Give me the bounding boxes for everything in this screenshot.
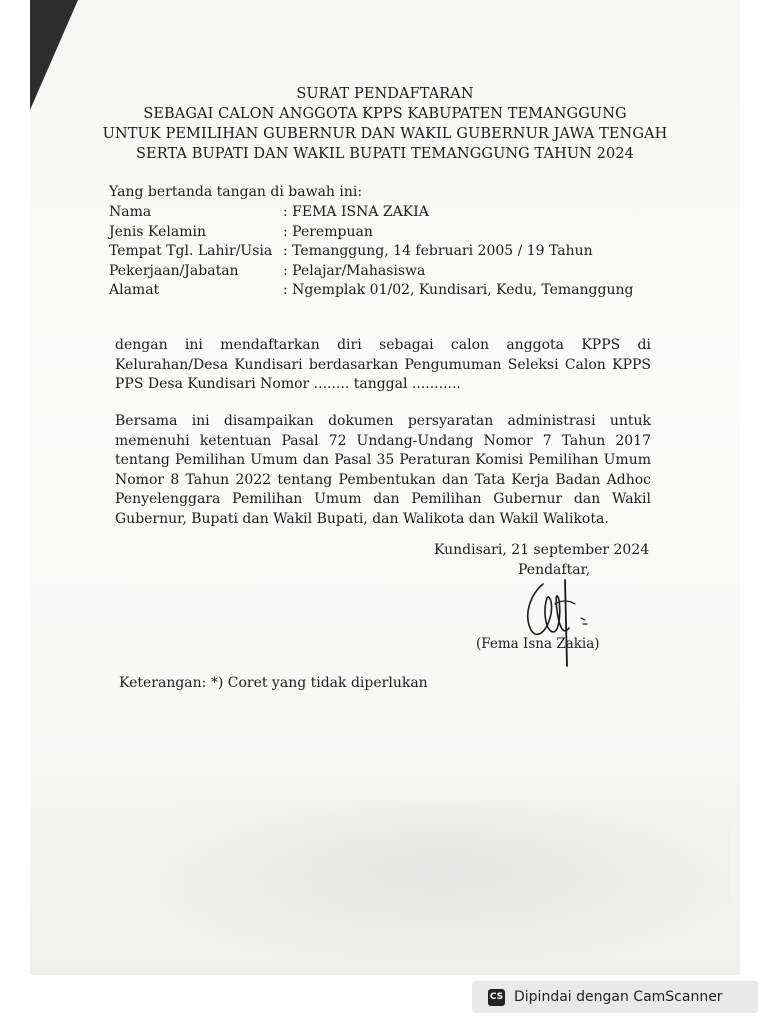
field-row-name [109,203,633,223]
documents-paragraph: Bersama ini disampaikan dokumen persyaratan administrasi untuk memenuhi ketentuan Pasal 72 Undang-Undang Nomor 7 Tahun 2017 tentang Pemilihan Umum dan Pasal 35 Peraturan Komisi Pemilihan Umum Nomor 8 Tahun 2022 tentang Pembentukan dan Tata Kerja Badan Adhoc Penyelenggara Pemilihan Umum dan Pemilihan Gubernur dan Wakil Gubernur, Bupati dan Wakil Bupati, dan Walikota dan Wakil Walikota. [115,413,651,527]
personal-data-fields [109,203,633,301]
handwritten-signature [495,570,605,670]
field-row-occupation [109,262,633,282]
signer-name: (Fema Isna Zakia) [476,636,600,652]
field-value: : FEMA ISNA ZAKIA [283,204,429,220]
document-title [30,84,740,164]
footnote: Keterangan: *) Coret yang tidak diperlukan [119,675,428,691]
field-value: : Ngemplak 01/02, Kundisari, Kedu, Temanggung [283,282,634,298]
signer-role: Pendaftar, [518,562,591,578]
camscanner-badge [472,981,758,1013]
field-label: Jenis Kelamin [109,223,206,240]
field-row-birth [109,242,633,262]
field-label: Nama [109,204,152,220]
intro-text: Yang bertanda tangan di bawah ini: [109,184,363,200]
title-line: SURAT PENDAFTARAN [296,86,474,102]
field-value: : Pelajar/Mahasiswa [283,262,426,279]
place-date: Kundisari, 21 september 2024 [434,542,650,558]
field-label: Tempat Tgl. Lahir/Usia [109,243,273,259]
camscanner-icon: CS [488,989,505,1006]
field-row-address [109,281,633,301]
title-line: UNTUK PEMILIHAN GUBERNUR DAN WAKIL GUBERNUR JAWA TENGAH [102,126,668,142]
title-line: SEBAGAI CALON ANGGOTA KPPS KABUPATEN TEMANGGUNG [143,106,627,122]
field-value: : Perempuan [283,223,373,240]
field-row-gender [109,223,633,243]
title-line: SERTA BUPATI DAN WAKIL BUPATI TEMANGGUNG TAHUN 2024 [135,146,634,162]
field-value: : Temanggung, 14 februari 2005 / 19 Tahun [283,243,593,259]
field-label: Pekerjaan/Jabatan [109,262,239,279]
registration-paragraph: dengan ini mendaftarkan diri sebagai calon anggota KPPS di Kelurahan/Desa Kundisari berdasarkan Pengumuman Seleksi Calon KPPS PPS Desa Kundisari Nomor ........ tanggal ........... [115,337,651,392]
field-label: Alamat [109,282,160,298]
camscanner-label: Dipindai dengan CamScanner [514,989,723,1005]
scanned-page [30,0,740,975]
scan-shading [90,800,730,970]
